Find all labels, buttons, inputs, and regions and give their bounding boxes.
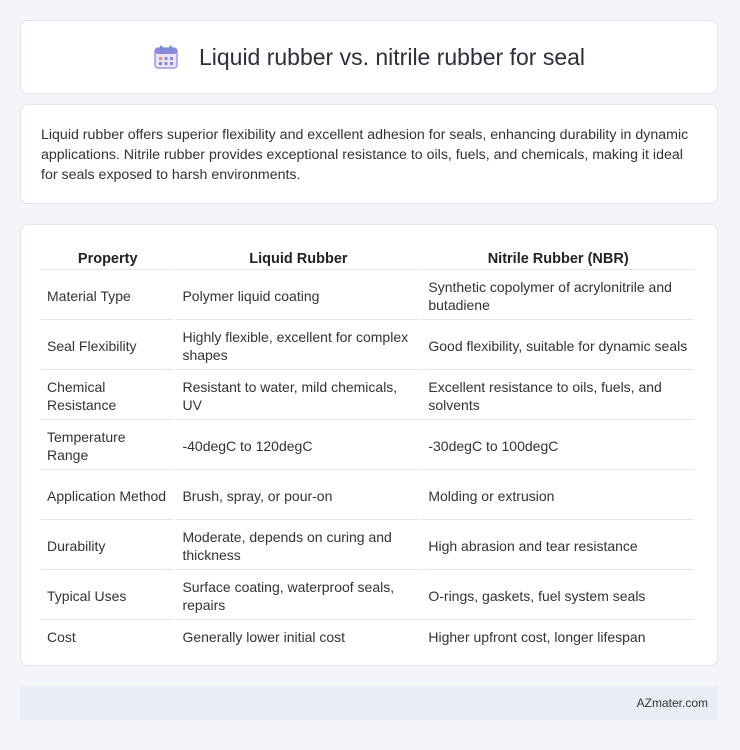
nitrile-rubber-cell: High abrasion and tear resistance — [422, 522, 694, 570]
property-cell: Typical Uses — [41, 572, 174, 620]
column-header-liquid-rubber: Liquid Rubber — [176, 247, 420, 270]
page-title: Liquid rubber vs. nitrile rubber for seal — [198, 43, 586, 70]
liquid-rubber-cell: Surface coating, waterproof seals, repairs — [176, 572, 420, 620]
nitrile-rubber-cell: Molding or extrusion — [422, 472, 694, 520]
description-text: Liquid rubber offers superior flexibility and excellent adhesion for seals, enhancing durability in dynamic applications. Nitrile rubber provides exceptional resistance to oils, fuels, and chemicals, making it ideal for seals exposed to harsh environments. — [41, 127, 689, 183]
nitrile-rubber-cell: Excellent resistance to oils, fuels, and solvents — [422, 372, 694, 420]
liquid-rubber-cell: -40degC to 120degC — [176, 422, 420, 470]
table-row — [41, 322, 694, 370]
property-cell: Cost — [47, 629, 76, 645]
nitrile-rubber-cell: Higher upfront cost, longer lifespan — [428, 629, 646, 645]
table-row — [41, 622, 694, 652]
liquid-rubber-cell: Resistant to water, mild chemicals, UV — [176, 372, 420, 420]
liquid-rubber-cell: Polymer liquid coating — [176, 272, 420, 320]
comparison-table-card — [20, 224, 718, 666]
calendar-icon — [153, 44, 179, 70]
liquid-rubber-cell: Generally lower initial cost — [182, 629, 346, 645]
title-card — [20, 20, 718, 94]
nitrile-rubber-cell: Synthetic copolymer of acrylonitrile and butadiene — [422, 272, 694, 320]
table-row — [41, 272, 694, 320]
property-cell: Durability — [41, 522, 174, 570]
footer-brand: AZmater.com — [636, 696, 708, 710]
table-row — [41, 372, 694, 420]
property-cell: Material Type — [41, 272, 174, 320]
comparison-table — [39, 245, 696, 654]
column-header-property: Property — [41, 247, 174, 270]
footer — [20, 686, 718, 720]
table-row — [41, 572, 694, 620]
table-row — [41, 522, 694, 570]
liquid-rubber-cell: Highly flexible, excellent for complex shapes — [176, 322, 420, 370]
liquid-rubber-cell: Brush, spray, or pour-on — [176, 472, 420, 520]
nitrile-rubber-cell: Good flexibility, suitable for dynamic seals — [422, 322, 694, 370]
nitrile-rubber-cell: O-rings, gaskets, fuel system seals — [422, 572, 694, 620]
property-cell: Application Method — [41, 472, 174, 520]
column-header-nitrile-rubber: Nitrile Rubber (NBR) — [422, 247, 694, 270]
property-cell: Seal Flexibility — [41, 322, 174, 370]
property-cell: Temperature Range — [41, 422, 174, 470]
table-row — [41, 472, 694, 520]
table-row — [41, 422, 694, 470]
table-header-row — [41, 247, 694, 270]
property-cell: Chemical Resistance — [41, 372, 174, 420]
nitrile-rubber-cell: -30degC to 100degC — [422, 422, 694, 470]
description-card — [20, 104, 718, 204]
liquid-rubber-cell: Moderate, depends on curing and thickness — [176, 522, 420, 570]
